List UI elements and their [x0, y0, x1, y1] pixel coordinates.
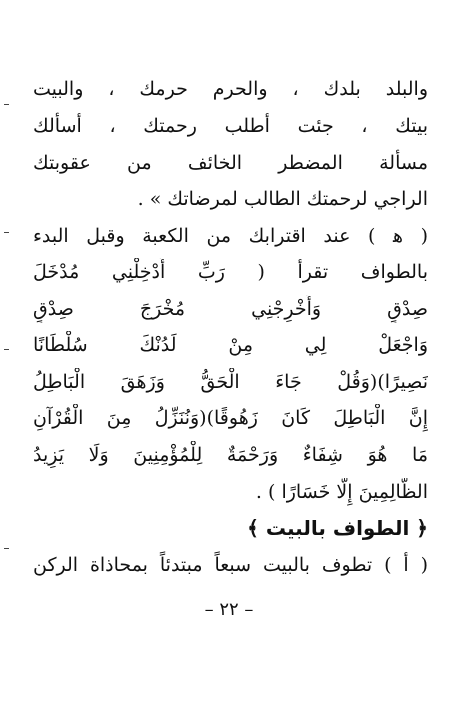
text-line: وَاجْعَلْ لِي مِنْ لَدُنْكَ سُلْطَانًا — [33, 334, 428, 356]
text-line: إِنَّ الْبَاطِلَ كَانَ زَهُوقًا)(وَنُنَزِّلُ مِنَ الْقُرْآنِ — [33, 407, 428, 429]
margin-mark — [4, 349, 9, 350]
text-line: صِدْقٍ وَأَخْرِجْنِي مُخْرَجَ صِدْقٍ — [33, 298, 428, 320]
text-line: ( ﻫ ) عند اقترابك من الكعبة وقبل البدء — [33, 225, 428, 247]
text-line: مَا هُوَ شِفَاءٌ وَرَحْمَةٌ لِلْمُؤْمِنِينَ وَلَا يَزِيدُ — [33, 444, 428, 466]
text-line: والبلد بلدك ، والحرم حرمك ، والبيت — [33, 78, 428, 100]
text-line: ( أ ) تطوف بالبيت سبعاً مبتدئاً بمحاذاة الركن — [33, 554, 428, 576]
text-line: الظَّالِمِينَ إِلَّا خَسَارًا ) . — [255, 481, 428, 503]
text-line: الراجي لرحمتك الطالب لمرضاتك » . — [137, 188, 428, 210]
text-line: نَصِيرًا)(وَقُلْ جَاءَ الْحَقُّ وَزَهَقَ الْبَاطِلُ — [33, 371, 428, 393]
margin-mark — [4, 104, 9, 105]
margin-mark — [4, 548, 9, 549]
text-line: بالطواف تقرأ ( رَبِّ أَدْخِلْنِي مُدْخَلَ — [33, 261, 428, 283]
section-heading: ﴿ الطواف بالبيت ﴾ — [247, 516, 428, 540]
text-line: بيتك ، جئت أطلب رحمتك ، أسألك — [33, 115, 428, 137]
text-line: مسألة المضطر الخائف من عقوبتك — [33, 152, 428, 174]
page-number: – ٢٢ – — [204, 599, 254, 620]
margin-mark — [4, 232, 9, 233]
